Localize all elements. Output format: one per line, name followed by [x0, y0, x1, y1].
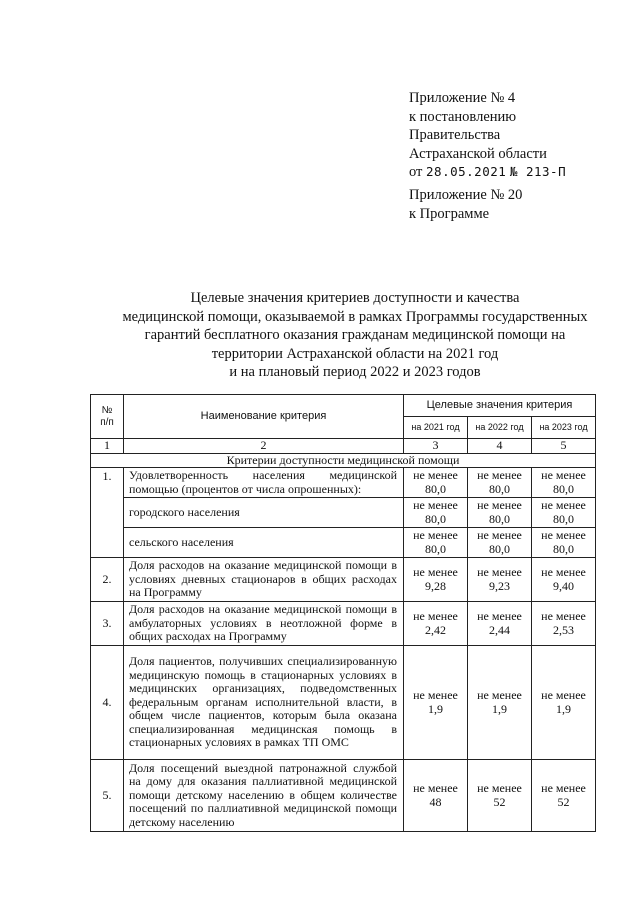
criterion-name: сельского населения	[124, 528, 404, 558]
annex-line: Правительства	[409, 127, 501, 143]
table-row	[91, 558, 596, 602]
annex-line: Астраханской области	[409, 145, 547, 162]
decree-annex-header	[409, 89, 566, 182]
program-annex-line: к Программе	[409, 205, 490, 222]
target-value-2023: не менее 80,0	[532, 498, 596, 528]
criterion-name: Доля пациентов, получивших специализированную медицинскую помощь в стационарных условиях в медицинских организациях, подведомственных федеральным органам исполнительной власти, в общем числе пациентов, которым была оказана специализированная медицинская помощь в стационарных условиях в рамках ТП ОМС	[124, 646, 404, 760]
criterion-name: Удовлетворенность населения медицинской помощью (процентов от числа опрошенных):	[124, 468, 404, 498]
target-value-2021: не менее 48	[404, 760, 468, 832]
table-row	[91, 646, 596, 760]
table-row	[91, 760, 596, 832]
target-value-2023: не менее 80,0	[532, 528, 596, 558]
target-value-2023: не менее 1,9	[532, 646, 596, 760]
annex-line: к постановлению	[409, 108, 517, 125]
column-number: 1	[91, 439, 124, 454]
target-value-2023: не менее 9,40	[532, 558, 596, 602]
annex-line: Приложение № 4	[409, 90, 516, 106]
title-line: медицинской помощи, оказываемой в рамках Программы государственных	[122, 308, 588, 325]
row-number: 1.	[91, 468, 124, 558]
header-criterion-name: Наименование критерия	[124, 395, 404, 439]
date-prefix: от	[409, 164, 423, 180]
target-value-2021: не менее 80,0	[404, 528, 468, 558]
target-value-2022: не менее 9,23	[468, 558, 532, 602]
handwritten-date: 28.05.2021	[426, 164, 507, 179]
title-line: Целевые значения критериев доступности и качества	[190, 290, 520, 306]
row-number: 4.	[91, 646, 124, 760]
target-value-2021: не менее 2,42	[404, 602, 468, 646]
program-annex-header	[409, 186, 522, 223]
target-value-2021: не менее 80,0	[404, 468, 468, 498]
target-value-2022: не менее 80,0	[468, 528, 532, 558]
criterion-name: Доля расходов на оказание медицинской помощи в условиях дневных стационаров в общих расходах на Программу	[124, 558, 404, 602]
title-line: территории Астраханской области на 2021 год	[211, 345, 499, 362]
header-year-2021: на 2021 год	[404, 417, 468, 439]
criterion-name: городского населения	[124, 498, 404, 528]
header-target-values: Целевые значения критерия	[404, 395, 596, 417]
column-numbers-row	[91, 439, 596, 454]
target-value-2021: не менее 1,9	[404, 646, 468, 760]
column-number: 4	[468, 439, 532, 454]
target-value-2022: не менее 52	[468, 760, 532, 832]
target-value-2023: не менее 2,53	[532, 602, 596, 646]
row-number: 3.	[91, 602, 124, 646]
header-number-abbr: п/п	[100, 416, 114, 428]
target-value-2021: не менее 9,28	[404, 558, 468, 602]
table-row	[91, 498, 596, 528]
column-number: 5	[532, 439, 596, 454]
target-value-2023: не менее 80,0	[532, 468, 596, 498]
title-line: гарантий бесплатного оказания гражданам медицинской помощи на	[144, 327, 566, 343]
title-line: и на плановый период 2022 и 2023 годов	[229, 364, 481, 380]
program-annex-line: Приложение № 20	[409, 187, 523, 203]
criterion-name: Доля посещений выездной патронажной службой на дому для оказания паллиативной медицинской помощи детскому населению в общем количестве посещений по паллиативной медицинской помощи детскому населению	[124, 760, 404, 832]
criterion-name: Доля расходов на оказание медицинской помощи в амбулаторных условиях в неотложной форме в общих расходах на Программу	[124, 602, 404, 646]
table-row	[91, 528, 596, 558]
table-row	[91, 602, 596, 646]
column-number: 3	[404, 439, 468, 454]
target-value-2022: не менее 80,0	[468, 468, 532, 498]
row-number: 2.	[91, 558, 124, 602]
header-number	[91, 395, 124, 439]
criteria-table	[90, 394, 596, 832]
header-year-2022: на 2022 год	[468, 417, 532, 439]
target-value-2023: не менее 52	[532, 760, 596, 832]
header-year-2023: на 2023 год	[532, 417, 596, 439]
document-title	[100, 289, 610, 382]
header-number-sign: №	[101, 404, 113, 416]
target-value-2022: не менее 1,9	[468, 646, 532, 760]
target-value-2022: не менее 80,0	[468, 498, 532, 528]
target-value-2022: не менее 2,44	[468, 602, 532, 646]
section-heading: Критерии доступности медицинской помощи	[91, 453, 596, 468]
target-value-2021: не менее 80,0	[404, 498, 468, 528]
annex-date-line	[409, 163, 566, 182]
column-number: 2	[124, 439, 404, 454]
row-number: 5.	[91, 760, 124, 832]
table-row	[91, 468, 596, 498]
handwritten-number: № 213-П	[509, 164, 567, 179]
